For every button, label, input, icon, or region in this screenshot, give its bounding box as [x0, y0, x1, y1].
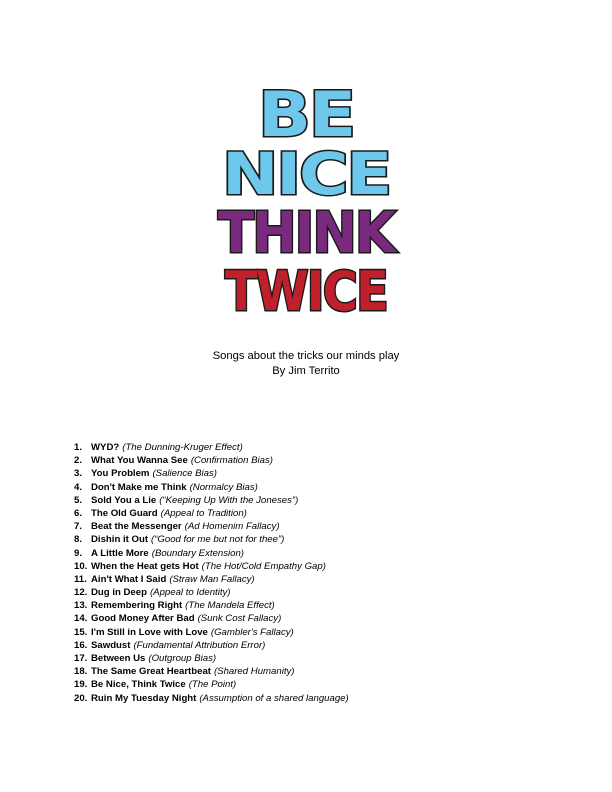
track-title: Don't Make me Think — [91, 481, 187, 493]
track-title: Dishin it Out — [91, 534, 149, 546]
logo-graphic — [200, 78, 412, 328]
track-item — [74, 454, 594, 467]
track-note: (Confirmation Bias) — [190, 455, 273, 467]
track-item — [74, 612, 594, 625]
track-note: (Shared Humanity) — [213, 666, 295, 678]
track-item — [74, 626, 594, 639]
track-note: (The Hot/Cold Empathy Gap) — [201, 560, 326, 572]
subtitle-tagline: Songs about the tricks our minds play — [212, 350, 400, 362]
track-item — [74, 547, 594, 560]
track-note: (“Keeping Up With the Joneses”) — [159, 494, 299, 506]
track-title: Ain't What I Said — [91, 573, 167, 585]
track-number: 18. — [74, 666, 88, 678]
track-title: WYD? — [91, 442, 120, 453]
track-number: 15. — [74, 626, 88, 638]
track-title: Good Money After Bad — [91, 613, 195, 625]
track-number: 13. — [74, 600, 88, 612]
track-item — [74, 692, 594, 705]
logo-line-twice: TWICE — [225, 260, 387, 323]
track-item — [74, 494, 594, 507]
track-item — [74, 639, 594, 652]
track-note: (Ad Homenim Fallacy) — [184, 521, 280, 533]
track-note: (Appeal to Identity) — [149, 587, 231, 599]
track-list — [74, 441, 594, 705]
track-number: 16. — [74, 639, 88, 651]
track-item — [74, 520, 594, 533]
track-note: (The Point) — [188, 679, 237, 691]
track-note: (“Good for me but not for thee”) — [151, 534, 285, 546]
track-note: (The Mandela Effect) — [185, 600, 275, 612]
track-item — [74, 481, 594, 494]
track-item — [74, 533, 594, 546]
track-item — [74, 441, 594, 454]
track-number: 2. — [74, 455, 83, 467]
track-number: 5. — [74, 494, 83, 506]
track-item — [74, 507, 594, 520]
track-title: Sold You a Lie — [91, 494, 157, 506]
track-number: 4. — [74, 481, 83, 493]
track-number: 8. — [74, 534, 83, 546]
track-number: 7. — [74, 521, 83, 533]
track-item — [74, 586, 594, 599]
track-number: 3. — [74, 468, 83, 480]
track-item — [74, 652, 594, 665]
track-note: (Gambler's Fallacy) — [210, 626, 294, 638]
track-number: 20. — [74, 692, 88, 704]
track-note: (The Dunning-Kruger Effect) — [122, 442, 243, 453]
track-number: 17. — [74, 653, 88, 664]
track-note: (Boundary Extension) — [151, 547, 245, 559]
track-note: (Appeal to Tradition) — [160, 507, 247, 519]
track-title: When the Heat gets Hot — [91, 560, 199, 572]
track-title: I'm Still in Love with Love — [91, 626, 208, 638]
track-number: 6. — [74, 507, 83, 519]
track-note: (Straw Man Fallacy) — [169, 573, 255, 585]
logo-line-be: BE — [258, 78, 354, 151]
track-title: Between Us — [91, 653, 146, 664]
track-title: Sawdust — [91, 639, 131, 651]
track-note: (Salience Bias) — [152, 468, 217, 480]
logo-line-nice: NICE — [222, 140, 390, 208]
track-number: 9. — [74, 547, 83, 559]
track-number: 11. — [74, 573, 87, 585]
track-note: (Outgroup Bias) — [148, 653, 217, 664]
track-title: The Old Guard — [91, 507, 158, 519]
track-title: Be Nice, Think Twice — [91, 679, 186, 691]
subtitle-author: By Jim Territo — [272, 365, 340, 377]
track-number: 12. — [74, 587, 88, 599]
track-item — [74, 573, 594, 586]
track-number: 1. — [74, 442, 83, 453]
track-item — [74, 665, 594, 678]
track-note: (Normalcy Bias) — [189, 481, 258, 493]
track-item — [74, 599, 594, 612]
track-title: Remembering Right — [91, 600, 183, 612]
track-item — [74, 678, 594, 691]
track-item — [74, 467, 594, 480]
track-number: 10. — [74, 560, 88, 572]
album-logo — [200, 78, 412, 328]
track-note: (Sunk Cost Fallacy) — [197, 613, 282, 625]
track-title: Beat the Messenger — [91, 521, 182, 533]
track-number: 14. — [74, 613, 88, 625]
track-title: What You Wanna See — [91, 455, 188, 467]
track-title: You Problem — [91, 468, 150, 480]
track-number: 19. — [74, 679, 88, 691]
track-item — [74, 560, 594, 573]
track-title: The Same Great Heartbeat — [91, 666, 211, 678]
subtitle-block — [0, 349, 612, 379]
track-title: A Little More — [91, 547, 149, 559]
track-note: (Assumption of a shared language) — [199, 692, 349, 704]
track-note: (Fundamental Attribution Error) — [133, 639, 266, 651]
track-title: Ruin My Tuesday Night — [91, 692, 197, 704]
track-title: Dug in Deep — [91, 587, 147, 599]
logo-line-think: THINK — [218, 201, 399, 266]
